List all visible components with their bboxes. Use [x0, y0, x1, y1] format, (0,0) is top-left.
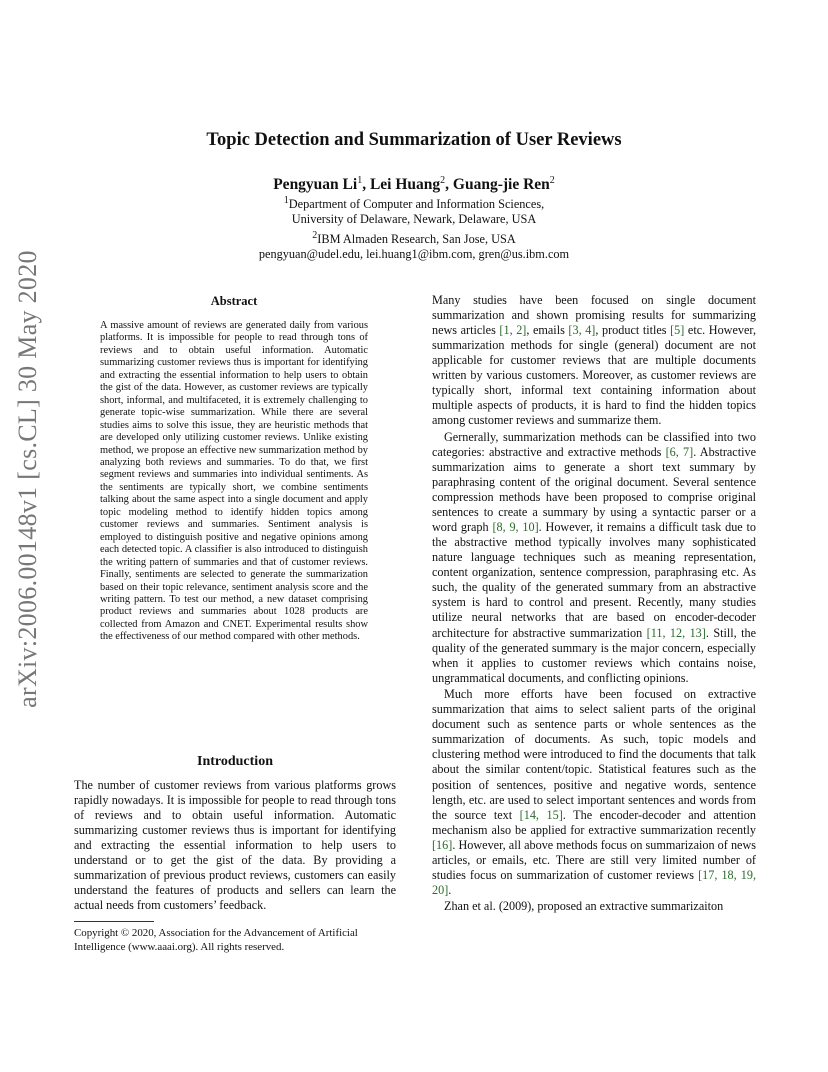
paragraph-text: Much more efforts have been focused on extractive summarization that aims to select salient parts of the original document such as sentence parts or whole sentences as the summarization of documents. As such, topic models and clustering method were introduced to find the documents that talk about the similar content/topic. Statistical features such as the position of sentences, positive and negative words, sentence length, etc. are used to select important sentences and words from the source text [432, 687, 756, 822]
author-list: Pengyuan Li$^1$, Lei Huang$^2$, Guang-jie Ren$^2$ [273, 175, 555, 194]
author-emails: pengyuan@udel.edu, lei.huang1@ibm.com, gren@us.ibm.com [258, 246, 570, 261]
affiliation-2-line [0, 228, 828, 247]
affiliation-2-mark: 2 [312, 229, 318, 241]
abstract-text: A massive amount of reviews are generated daily from various platforms. It is impossible for people to read through tons of reviews and to obtain useful information. Automatic summarizing customer reviews thus is important for identifying and extracting the essential information to help users to obtain the gist of the data. However, as customer reviews are typically short, informal, and multifaceted, it is extremely challenging to generate topic-wise summarization. While there are several studies aims to solve this issue, they are heuristic methods that are developed only utilizing customer reviews. Unlike existing method, we propose an effective new summarization method by analyzing both reviews and summaries. To do that, we first segment reviews and summaries into individual sentiments. As the sentiments are typically short, we combine sentiments talking about the same aspect into a single document and apply topic modeling method to identify hidden topics among customer reviews and summaries. Sentiment analysis is employed to distinguish positive and negative opinions among each detected topic. A classifier is also introduced to distinguish the writing pattern of summaries and that of customer reviews. Finally, sentiments are selected to generate the summarization based on their topic relevance, sentiment analysis score and the writing pattern. To test our method, a new dataset comprising product reviews and summaries about 1028 products are collected from Amazon and CNET. Experimental results show the effectiveness of our method compared with other methods. [100, 320, 368, 643]
author-affiliation-mark: 1 [357, 175, 363, 186]
paragraph-text: , emails [526, 323, 569, 338]
citation-link[interactable]: [14, 15] [519, 807, 563, 822]
paragraph-text: . The encoder-decoder and attention mechanism also be applied for extractive summarization recently [432, 807, 756, 837]
citation-link[interactable]: [3, 4] [568, 323, 596, 338]
paragraph-text: Many studies have been focused on single document summarization and shown promising results for summarizing news articles [432, 293, 756, 338]
citation-link[interactable]: [1, 2] [499, 323, 527, 338]
paragraph-extractive-efforts [432, 687, 756, 898]
author-name: Guang-jie Ren [452, 176, 550, 194]
citation-link[interactable]: [6, 7] [665, 444, 694, 459]
citation-link[interactable]: [17, 18, 19, 20] [432, 867, 756, 897]
copyright-footnote [74, 926, 396, 955]
paragraph-text: . Abstractive summarization aims to generate a short text summary by paraphrasing content of the original document. Several sentence compression methods have been proposed to comprise original sentences to create a summary by using a syntactic parser or a word graph [432, 444, 756, 535]
paragraph-zhan-start: Zhan et al. (2009), proposed an extractive summarizaiton [444, 899, 724, 914]
affiliation-1-line-2: University of Delaware, Newark, Delaware, USA [291, 212, 537, 227]
footnote-rule [74, 921, 154, 922]
copyright-line-2: Intelligence (www.aaai.org). All rights reserved. [74, 941, 285, 954]
paragraph-single-document [432, 293, 756, 428]
citation-link[interactable]: [16] [432, 837, 453, 852]
citation-link[interactable]: [8, 9, 10] [492, 520, 539, 535]
paragraph-text: . However, all above methods focus on summarizaion of news articles, or emails, etc. There are still very limited number of studies focus on summarization of customer reviews [432, 837, 756, 882]
author-affiliation-mark: 2 [549, 175, 555, 186]
affiliation-1-line-1 [0, 193, 828, 212]
paragraph-summarization-categories [432, 430, 756, 686]
author-name: Pengyuan Li [273, 176, 358, 194]
arxiv-side-stamp [2, 250, 54, 708]
citation-link[interactable]: [11, 12, 13] [646, 625, 706, 640]
paragraph-text: . Still, the quality of the generated summary is the major concern, especially when it applies to customer reviews which contains noise, ungrammatical documents, and conflicting opinions. [432, 625, 757, 685]
author-affiliation-mark: 2 [440, 175, 446, 186]
copyright-line-1: Copyright © 2020, Association for the Advancement of Artificial [74, 927, 358, 939]
affiliation-1-text: Department of Computer and Information Sciences, [288, 197, 545, 212]
abstract-heading: Abstract [210, 294, 258, 308]
paper-title: Topic Detection and Summarization of User Reviews [206, 130, 622, 150]
introduction-text: The number of customer reviews from various platforms grows rapidly nowadays. It is impossible for people to read through tons of reviews and to obtain useful information. Automatic summarizing customer reviews thus is important for identifying and extracting the essential information to help users to understand or to get the gist of the data. By providing a summarization of previous product reviews, customers can easily understand the features of products and sellers can learn the actual needs from customers’ feedback. [74, 778, 396, 913]
right-column [432, 293, 756, 916]
introduction-heading: Introduction [197, 754, 273, 769]
paragraph-text: . [448, 882, 452, 897]
citation-link[interactable]: [5] [670, 323, 685, 338]
affiliation-1-mark: 1 [283, 195, 289, 206]
affiliation-2-text: IBM Almaden Research, San Jose, USA [317, 231, 516, 246]
paragraph-text: , product titles [595, 323, 671, 338]
author-name: Lei Huang [369, 176, 441, 194]
affiliations-block [0, 193, 828, 262]
paragraph-text: Gernerally, summarization methods can be classified into two categories: abstractive and extractive methods [432, 429, 756, 459]
paragraph-text: . However, it remains a difficult task due to the abstractive method typically involves many sophisticated nature language techniques such as meaning representation, content organization, sentence compression, paraphrasing etc. As such, the quality of the generated summary from an abstractive system is hard to control and present. Recently, many studies utilize neural networks that are based on encoder-decoder architecture for abstractive summarization [432, 520, 757, 640]
arxiv-stamp-text: arXiv:2006.00148v1 [cs.CL] 30 May 2020 [13, 250, 42, 708]
paragraph-text: etc. However, summarization methods for single (general) document are not applicable for customer reviews that are multiple documents written by various customers. Moreover, as customer reviews are typically short, informal text containing information about multiple aspects of products, it is hard to find the hidden topics among customer reviews and summarize them. [432, 323, 756, 428]
